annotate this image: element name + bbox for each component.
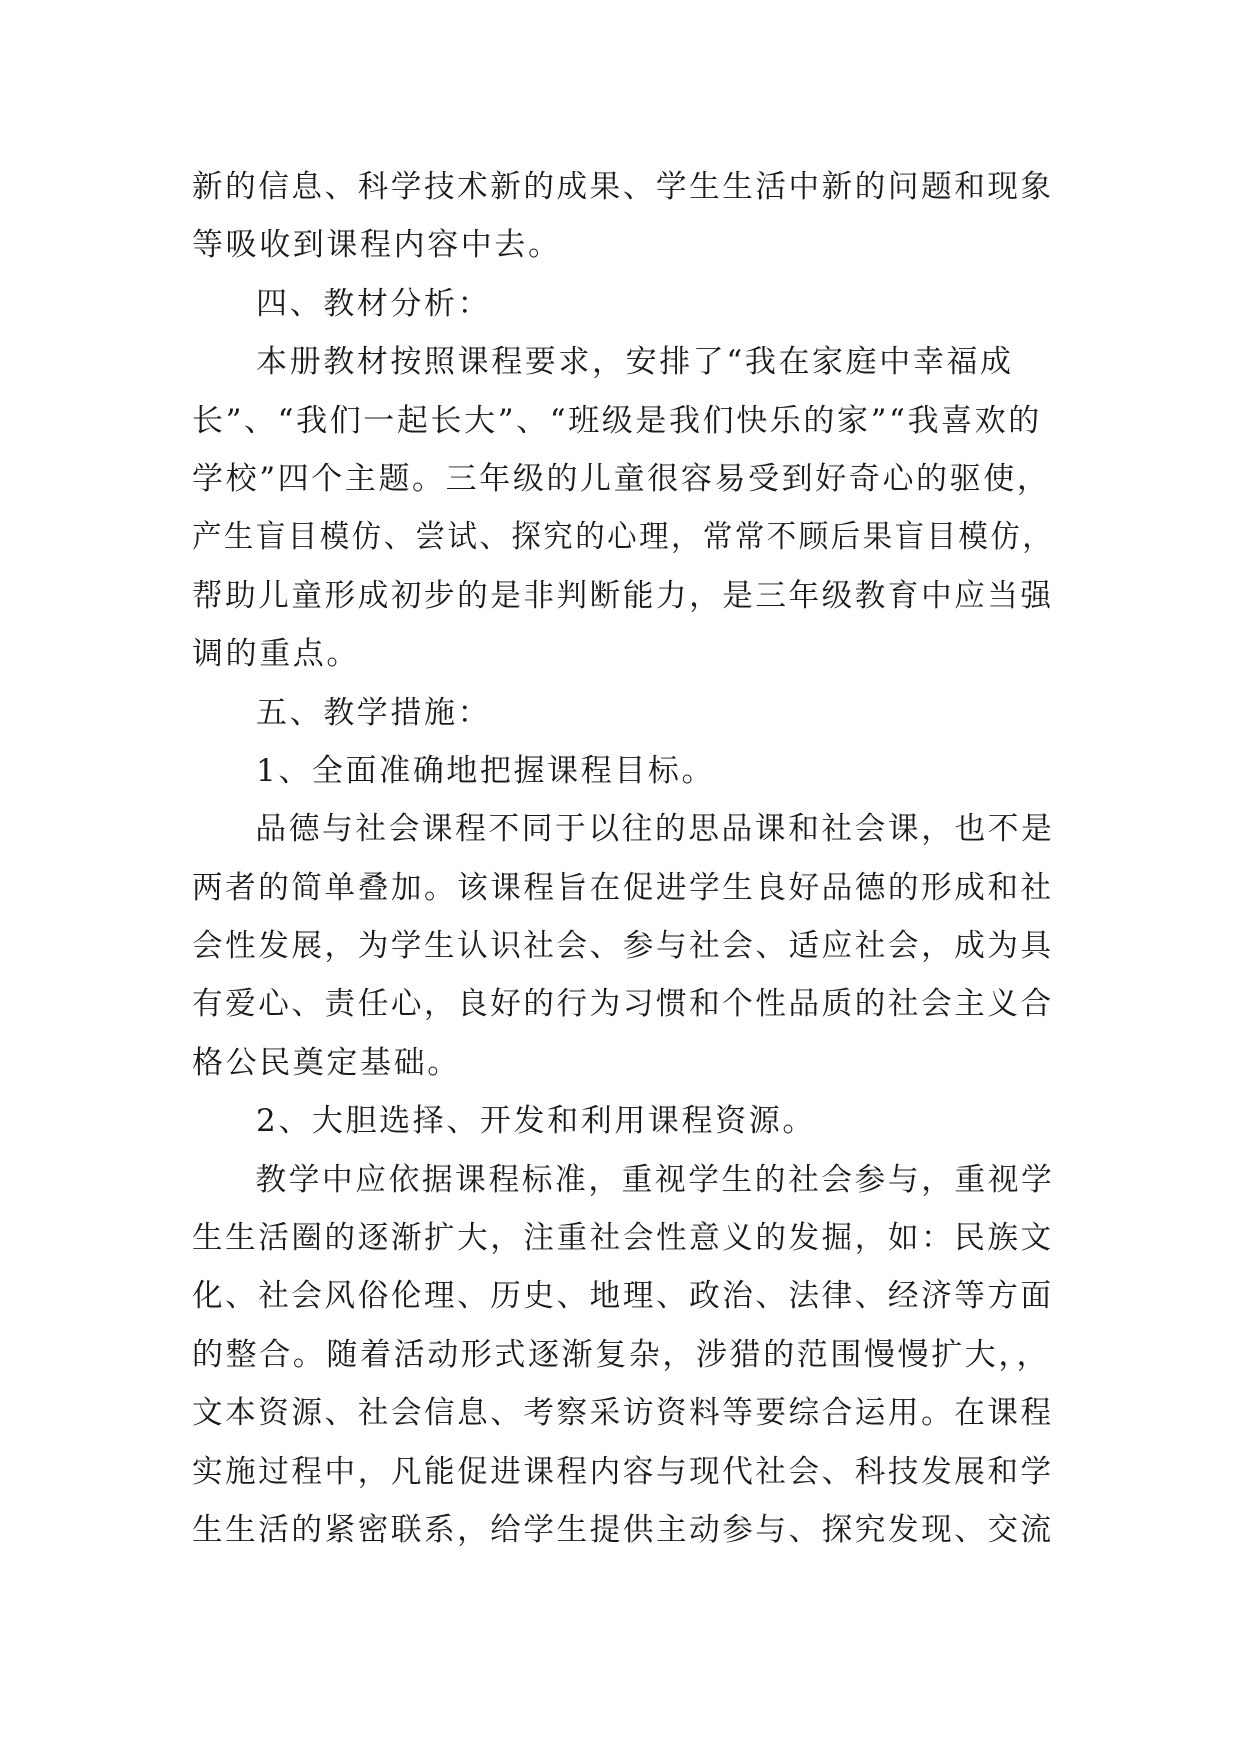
text-line: 调的重点。 <box>192 636 360 673</box>
text-line: 两者的简单叠加。该课程旨在促进学生良好品德的形成和社 <box>192 869 1054 906</box>
paragraph <box>192 333 1054 683</box>
text-line: 的整合。随着活动形式逐渐复杂，涉猎的范围慢慢扩大，， <box>192 1336 1051 1373</box>
text-line: 五、教学措施： <box>256 694 492 731</box>
numbered-item <box>192 742 1054 800</box>
text-line: 品德与社会课程不同于以往的思品课和社会课，也不是 <box>255 811 1055 848</box>
text-line: 2、大胆选择、开发和利用课程资源。 <box>256 1103 816 1140</box>
text-line: 长”、“我们一起长大”、“班级是我们快乐的家”“我喜欢的 <box>192 402 1042 439</box>
text-line: 实施过程中，凡能促进课程内容与现代社会、科技发展和学 <box>192 1453 1054 1490</box>
text-line: 等吸收到课程内容中去。 <box>192 227 562 264</box>
text-line: 1、全面准确地把握课程目标。 <box>256 752 716 789</box>
paragraph <box>192 158 1054 275</box>
numbered-item <box>192 1092 1054 1150</box>
section-heading <box>192 275 1054 333</box>
document-body <box>192 158 1054 1559</box>
text-line: 帮助儿童形成初步的是非判断能力，是三年级教育中应当强 <box>192 577 1054 614</box>
paragraph <box>192 800 1054 1092</box>
text-line: 本册教材按照课程要求，安排了“我在家庭中幸福成 <box>256 344 1014 381</box>
text-line: 新的信息、科学技术新的成果、学生生活中新的问题和现象 <box>192 169 1054 205</box>
section-heading <box>192 684 1054 742</box>
text-line: 生生活的紧密联系，给学生提供主动参与、探究发现、交流 <box>192 1511 1054 1548</box>
text-line: 产生盲目模仿、尝试、探究的心理，常常不顾后果盲目模仿， <box>192 519 1055 556</box>
text-line: 格公民奠定基础。 <box>192 1044 461 1081</box>
paragraph <box>192 1151 1054 1560</box>
text-line: 四、教材分析： <box>256 285 492 322</box>
text-line: 有爱心、责任心，良好的行为习惯和个性品质的社会主义合 <box>192 986 1054 1023</box>
text-line: 学校”四个主题。三年级的儿童很容易受到好奇心的驱使， <box>192 460 1051 497</box>
text-line: 生生活圈的逐渐扩大，注重社会性意义的发掘，如：民族文 <box>192 1220 1054 1257</box>
text-line: 文本资源、社会信息、考察采访资料等要综合运用。在课程 <box>192 1395 1054 1432</box>
text-line: 会性发展，为学生认识社会、参与社会、适应社会，成为具 <box>192 928 1054 965</box>
text-line: 化、社会风俗伦理、历史、地理、政治、法律、经济等方面 <box>192 1278 1054 1315</box>
text-line: 教学中应依据课程标准，重视学生的社会参与，重视学 <box>255 1161 1055 1198</box>
